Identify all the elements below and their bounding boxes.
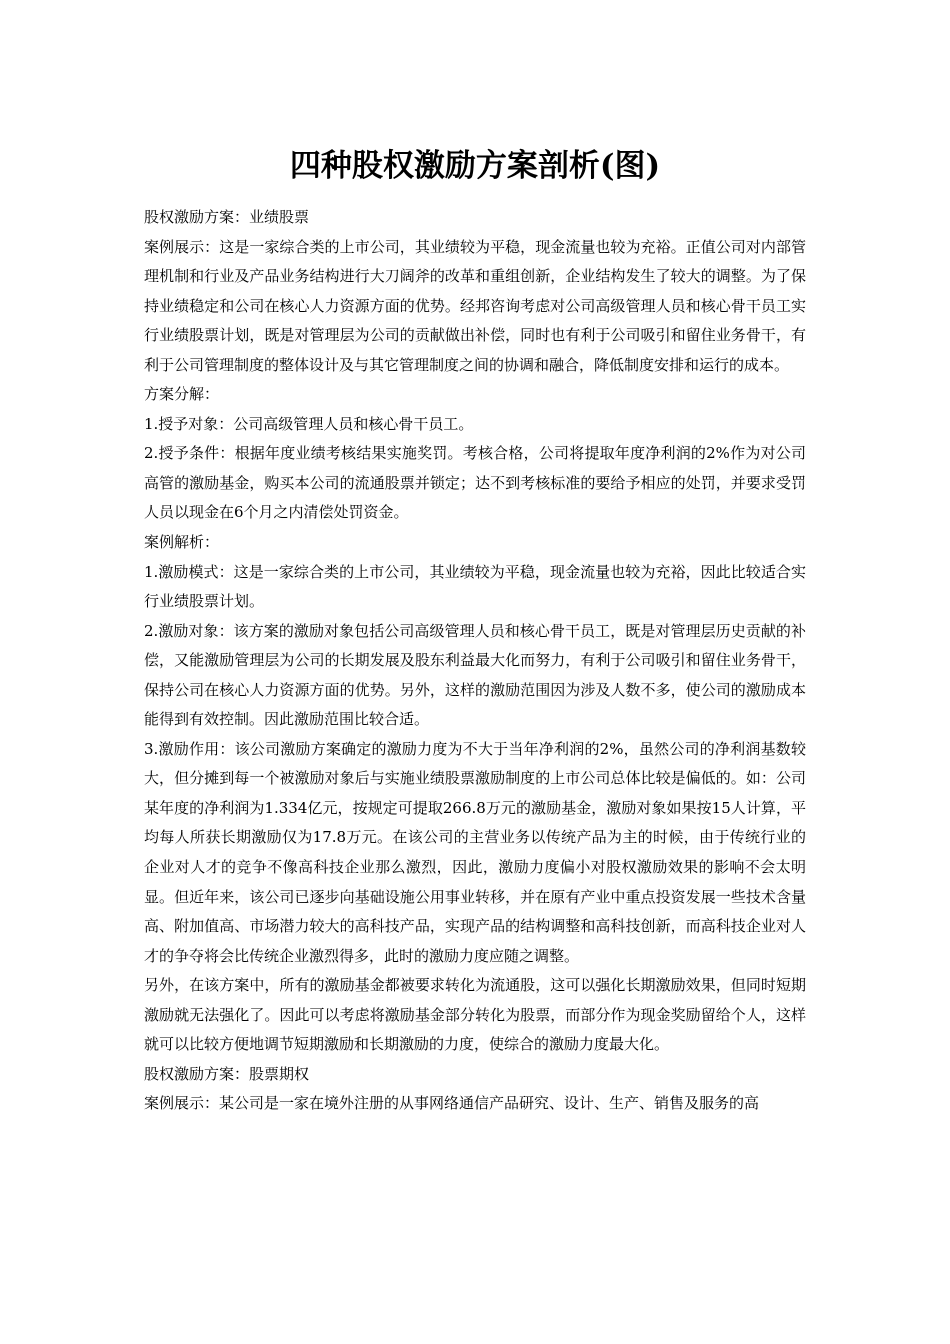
section-heading-performance-shares: 股权激励方案：业绩股票: [144, 208, 310, 226]
case-description-paragraph: 案例展示：这是一家综合类的上市公司，其业绩较为平稳，现金流量也较为充裕。正值公司对内部管理机制和行业及产品业务结构进行大刀阔斧的改革和重组创新，企业结构发生了较大的调整。为了保持业绩稳定和公司在核心人力资源方面的优势。经邦咨询考虑对公司高级管理人员和核心骨干员工实行业绩股票计划，既是对管理层为公司的贡献做出补偿，同时也有利于公司吸引和留住业务骨干，有利于公司管理制度的整体设计及与其它管理制度之间的协调和融合，降低制度安排和运行的成本。: [144, 237, 806, 374]
plan-breakdown-heading: 方案分解：: [144, 385, 220, 404]
incentive-effect-item: 3.激励作用：该公司激励方案确定的激励力度为不大于当年净利润的2%，虽然公司的净利润基数较大，但分摊到每一个被激励对象后与实施业绩股票激励制度的上市公司总体比较是偏低的。如：公司某年度的净利润为1.334亿元，按规定可提取266.8万元的激励基金，激励对象如果按15人计算，平均每人所获长期激励仅为17.8万元。在该公司的主营业务以传统产品为主的时候，由于传统行业的企业对人才的竞争不像高科技企业那么激烈，因此，激励力度偏小对股权激励效果的影响不会太明显。但近年来，该公司已逐步向基础设施公用事业转移，并在原有产业中重点投资发展一些技术含量高、附加值高、市场潜力较大的高科技产品，实现产品的结构调整和高科技创新，而高科技企业对人才的争夺将会比传统企业激烈得多，此时的激励力度应随之调整。: [144, 739, 806, 965]
grant-conditions-item: 2.授予条件：根据年度业绩考核结果实施奖罚。考核合格，公司将提取年度净利润的2%作为对公司高管的激励基金，购买本公司的流通股票并锁定；达不到考核标准的要给予相应的处罚，并要求受罚人员以现金在6个月之内清偿处罚资金。: [144, 444, 806, 522]
case-analysis-heading: 案例解析：: [144, 533, 220, 552]
stock-options-case-paragraph: 案例展示：某公司是一家在境外注册的从事网络通信产品研究、设计、生产、销售及服务的高: [144, 1094, 760, 1113]
incentive-recipients-item: 2.激励对象：该方案的激励对象包括公司高级管理人员和核心骨干员工，既是对管理层历史贡献的补偿，又能激励管理层为公司的长期发展及股东利益最大化而努力，有利于公司吸引和留住业务骨干，保持公司在核心人力资源方面的优势。另外，这样的激励范围因为涉及人数不多，使公司的激励成本能得到有效控制。因此激励范围比较合适。: [144, 621, 806, 729]
incentive-mode-item: 1.激励模式：这是一家综合类的上市公司，其业绩较为平稳，现金流量也较为充裕，因此比较适合实行业绩股票计划。: [144, 562, 806, 611]
grant-recipients-item: 1.授予对象：公司高级管理人员和核心骨干员工。: [144, 414, 474, 433]
additional-note-paragraph: 另外，在该方案中，所有的激励基金都被要求转化为流通股，这可以强化长期激励效果，但同时短期激励就无法强化了。因此可以考虑将激励基金部分转化为股票，而部分作为现金奖励留给个人，这样就可以比较方便地调节短期激励和长期激励的力度，使综合的激励力度最大化。: [144, 976, 806, 1054]
document-title: 四种股权激励方案剖析(图): [289, 148, 661, 184]
document-body: [144, 203, 806, 1119]
section-heading-stock-options: 股权激励方案：股票期权: [144, 1064, 310, 1083]
